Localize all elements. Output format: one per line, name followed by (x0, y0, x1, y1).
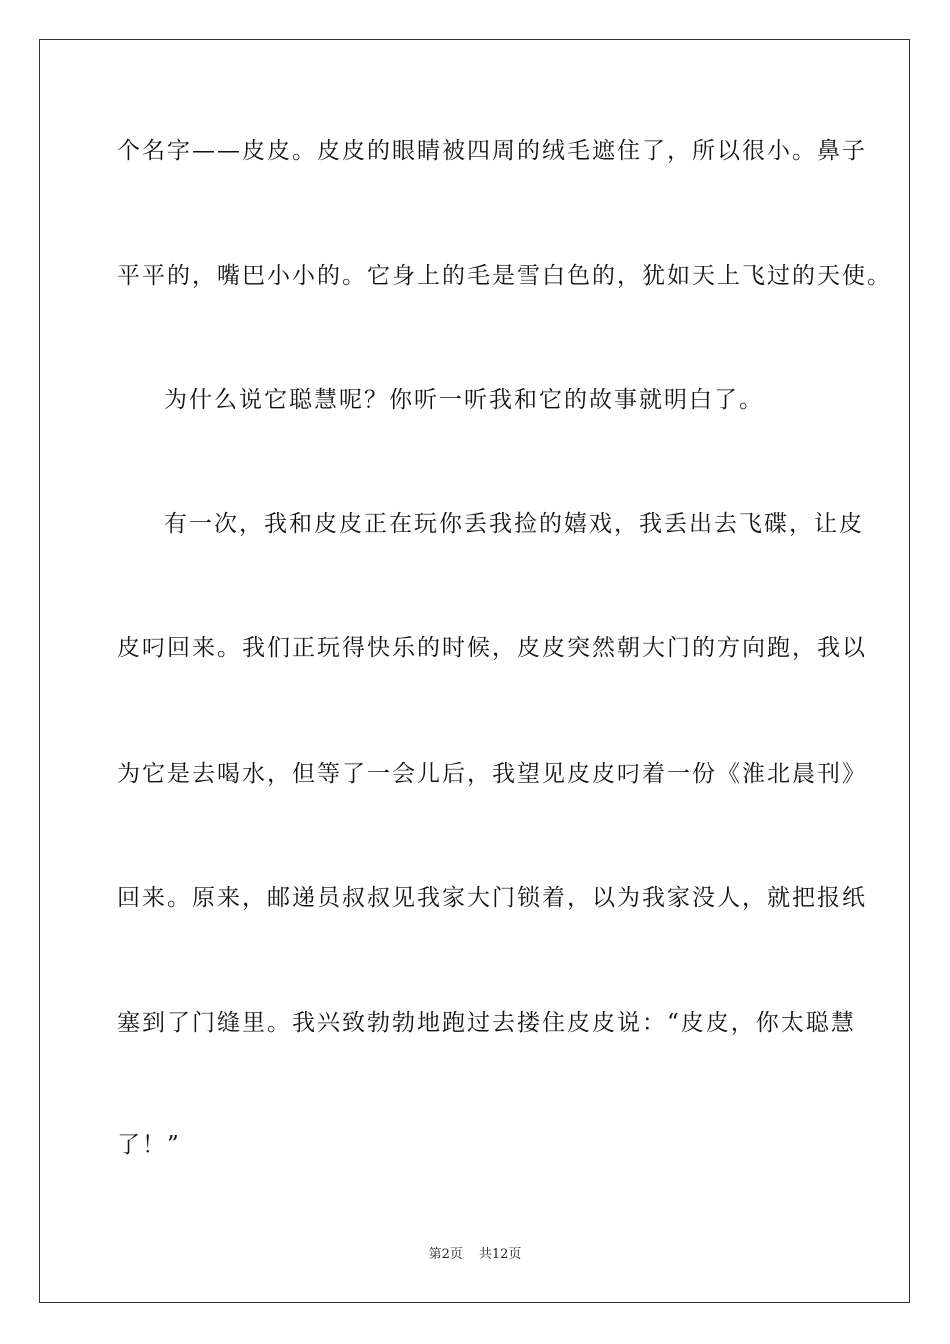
body-text-line: 为它是去喝水，但等了一会儿后，我望见皮皮叼着一份《淮北晨刊》 (117, 761, 867, 787)
page-border (39, 39, 910, 1303)
body-text-line: 为什么说它聪慧呢？你听一听我和它的故事就明白了。 (164, 387, 764, 413)
body-text-line: 了！” (117, 1132, 181, 1158)
body-text-line: 回来。原来，邮递员叔叔见我家大门锁着，以为我家没人，就把报纸 (117, 885, 867, 911)
body-text-line: 个名字——皮皮。皮皮的眼睛被四周的绒毛遮住了，所以很小。鼻子 (117, 138, 867, 164)
body-text-line: 平平的，嘴巴小小的。它身上的毛是雪白色的，犹如天上飞过的天使。 (117, 263, 892, 289)
body-text-line: 有一次，我和皮皮正在玩你丢我捡的嬉戏，我丢出去飞碟，让皮 (164, 511, 864, 537)
page-number: 第2页 (428, 1247, 463, 1262)
body-text-line: 塞到了门缝里。我兴致勃勃地跑过去搂住皮皮说：“皮皮，你太聪慧 (117, 1010, 856, 1036)
body-text-line: 皮叼回来。我们正玩得快乐的时候，皮皮突然朝大门的方向跑，我以 (117, 635, 867, 661)
page-total: 共12页 (478, 1247, 522, 1262)
page-footer (0, 1245, 950, 1265)
